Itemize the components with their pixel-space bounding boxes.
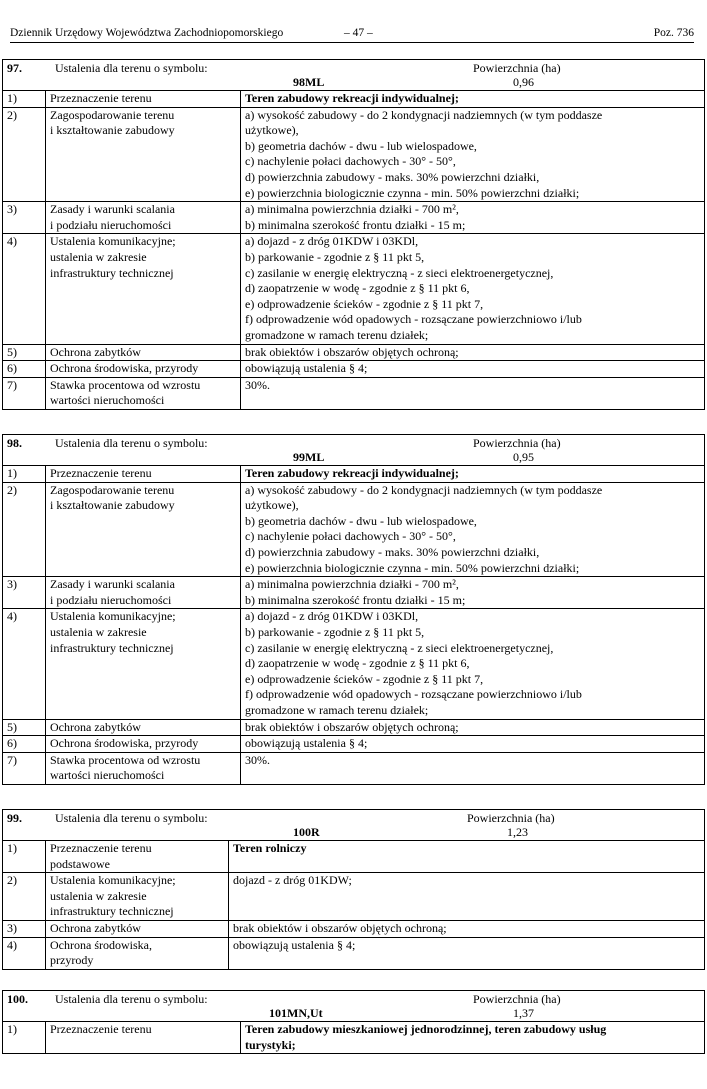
- row-number: 4): [3, 609, 46, 719]
- row-content: [241, 752, 705, 784]
- table-row: [3, 937, 705, 969]
- page-number: – 47 –: [344, 27, 373, 39]
- row-number: 3): [3, 577, 46, 609]
- row-title-line: Przeznaczenie terenu: [50, 1022, 152, 1036]
- section-4: [2, 990, 704, 1054]
- row-number: 4): [3, 234, 46, 344]
- section-number: 98.: [7, 436, 22, 450]
- row-title: [46, 361, 241, 378]
- row-content: [241, 482, 705, 577]
- row-number: 7): [3, 752, 46, 784]
- row-content: [241, 377, 705, 409]
- row-content: [241, 736, 705, 753]
- row-content-line: f) odprowadzenie wód opadowych - rozsączane powierzchniowo i/lub: [245, 687, 582, 702]
- row-title-line: wartości nieruchomości: [50, 768, 165, 783]
- area-value: 0,95: [513, 450, 534, 464]
- row-title-line: Ustalenia komunikacyjne;: [50, 609, 176, 624]
- row-content: [241, 344, 705, 361]
- row-number: 7): [3, 377, 46, 409]
- section-2: [2, 434, 704, 785]
- row-title-line: infrastruktury technicznej: [50, 265, 174, 280]
- row-content-line: e) powierzchnia biologicznie czynna - min. 50% powierzchni działki;: [245, 185, 580, 200]
- row-title-line: Zasady i warunki scalania: [50, 202, 175, 217]
- table-row: [3, 202, 705, 234]
- table-row: [3, 344, 705, 361]
- row-content: [241, 719, 705, 736]
- row-title-line: Ochrona zabytków: [50, 719, 141, 734]
- row-content-line: obowiązują ustalenia § 4;: [233, 937, 356, 952]
- section-table: [2, 434, 705, 785]
- section-table: [2, 990, 705, 1054]
- row-content-line: turystyki;: [245, 1037, 296, 1052]
- row-content-line: a) wysokość zabudowy - do 2 kondygnacji nadziemnych (w tym poddasze: [245, 107, 603, 122]
- table-row: [3, 482, 705, 577]
- position-number: Poz. 736: [653, 27, 694, 39]
- row-title-line: Ustalenia komunikacyjne;: [50, 873, 176, 888]
- row-content-line: b) minimalna szerokość frontu działki - 15 m;: [245, 592, 466, 607]
- table-row: [3, 719, 705, 736]
- row-content: [229, 841, 705, 873]
- row-title: [46, 873, 229, 921]
- row-content-line: a) dojazd - z dróg 01KDW i 03KDl,: [245, 609, 419, 624]
- area-label: Powierzchnia (ha): [473, 436, 561, 450]
- table-row: [3, 920, 705, 937]
- row-content-line: brak obiektów i obszarów objętych ochroną;: [233, 920, 447, 935]
- row-number: 6): [3, 736, 46, 753]
- row-content: [241, 234, 705, 344]
- row-number: 5): [3, 719, 46, 736]
- section-label: Ustalenia dla terenu o symbolu:: [55, 61, 208, 75]
- row-content-line: obowiązują ustalenia § 4;: [245, 736, 368, 751]
- row-content-line: e) powierzchnia biologicznie czynna - min. 50% powierzchni działki;: [245, 560, 580, 575]
- section-number: 97.: [7, 61, 22, 75]
- row-number: 1): [3, 466, 46, 483]
- section-table: [2, 809, 705, 970]
- row-title-line: przyrody: [50, 953, 94, 968]
- table-row: [3, 752, 705, 784]
- row-title-line: Ochrona środowiska, przyrody: [50, 361, 199, 376]
- row-title: [46, 937, 229, 969]
- row-number: 3): [3, 920, 46, 937]
- table-row: [3, 1022, 705, 1054]
- table-row: [3, 466, 705, 483]
- row-content-line: Teren rolniczy: [233, 841, 307, 855]
- row-content: [229, 937, 705, 969]
- row-content-line: a) minimalna powierzchnia działki - 700 m²,: [245, 202, 459, 217]
- row-content: [241, 609, 705, 719]
- row-title: [46, 1022, 241, 1054]
- row-number: 5): [3, 344, 46, 361]
- area-symbol: 99ML: [293, 450, 325, 464]
- row-title-line: wartości nieruchomości: [50, 393, 165, 408]
- section-header: [3, 60, 705, 91]
- row-content-line: c) zasilanie w energię elektryczną - z sieci elektroenergetycznej,: [245, 640, 554, 655]
- row-title-line: ustalenia w zakresie: [50, 624, 147, 639]
- row-content-line: d) powierzchnia zabudowy - maks. 30% powierzchni działki,: [245, 169, 540, 184]
- section-1: [2, 59, 704, 410]
- row-content-line: a) wysokość zabudowy - do 2 kondygnacji nadziemnych (w tym poddasze: [245, 482, 603, 497]
- row-content-line: Teren zabudowy mieszkaniowej jednorodzinnej, teren zabudowy usług: [245, 1022, 607, 1036]
- area-value: 1,37: [513, 1006, 534, 1020]
- row-title-line: Przeznaczenie terenu: [50, 91, 152, 105]
- row-title: [46, 466, 241, 483]
- row-title: [46, 91, 241, 108]
- table-row: [3, 107, 705, 202]
- row-number: 2): [3, 107, 46, 202]
- row-title-line: Zagospodarowanie terenu: [50, 482, 175, 497]
- area-value: 0,96: [513, 75, 534, 89]
- row-title-line: Stawka procentowa od wzrostu: [50, 377, 201, 392]
- row-content-line: d) zaopatrzenie w wodę - zgodnie z § 11 pkt 6,: [245, 281, 470, 296]
- row-content-line: brak obiektów i obszarów objętych ochroną;: [245, 719, 459, 734]
- row-content-line: dojazd - z dróg 01KDW;: [233, 873, 352, 888]
- row-content-line: a) minimalna powierzchnia działki - 700 m²,: [245, 577, 459, 592]
- row-title: [46, 609, 241, 719]
- row-title: [46, 920, 229, 937]
- row-content-line: b) geometria dachów - dwu - lub wielospadowe,: [245, 138, 477, 153]
- row-title-line: Ochrona zabytków: [50, 344, 141, 359]
- area-symbol: 98ML: [293, 75, 325, 89]
- row-title-line: Ochrona zabytków: [50, 920, 141, 935]
- table-row: [3, 873, 705, 921]
- table-row: [3, 841, 705, 873]
- row-number: 1): [3, 841, 46, 873]
- section-number: 99.: [7, 811, 22, 825]
- row-number: 1): [3, 91, 46, 108]
- section-header: [3, 991, 705, 1022]
- table-row: [3, 361, 705, 378]
- row-title-line: Zagospodarowanie terenu: [50, 107, 175, 122]
- row-title: [46, 482, 241, 577]
- row-title-line: ustalenia w zakresie: [50, 249, 147, 264]
- area-label: Powierzchnia (ha): [473, 992, 561, 1006]
- row-title: [46, 719, 241, 736]
- area-value: 1,23: [507, 825, 528, 839]
- row-content: [241, 1022, 705, 1054]
- row-content-line: c) zasilanie w energię elektryczną - z sieci elektroenergetycznej,: [245, 265, 554, 280]
- row-title-line: Stawka procentowa od wzrostu: [50, 752, 201, 767]
- row-title: [46, 577, 241, 609]
- row-content-line: b) parkowanie - zgodnie z § 11 pkt 5,: [245, 249, 425, 264]
- table-row: [3, 377, 705, 409]
- area-label: Powierzchnia (ha): [473, 61, 561, 75]
- row-content-line: e) odprowadzenie ścieków - zgodnie z § 11 pkt 7,: [245, 671, 484, 686]
- row-content-line: a) dojazd - z dróg 01KDW i 03KDl,: [245, 234, 419, 249]
- page-header: [10, 26, 694, 43]
- row-content-line: d) zaopatrzenie w wodę - zgodnie z § 11 pkt 6,: [245, 656, 470, 671]
- row-content-line: e) odprowadzenie ścieków - zgodnie z § 11 pkt 7,: [245, 296, 484, 311]
- row-title-line: infrastruktury technicznej: [50, 640, 174, 655]
- row-content: [241, 466, 705, 483]
- row-number: 1): [3, 1022, 46, 1054]
- row-content-line: Teren zabudowy rekreacji indywidualnej;: [245, 91, 459, 105]
- row-title: [46, 736, 241, 753]
- table-row: [3, 736, 705, 753]
- row-content: [241, 91, 705, 108]
- row-title-line: i podziału nieruchomości: [50, 592, 172, 607]
- row-content-line: c) nachylenie połaci dachowych - 30° - 50°,: [245, 154, 456, 169]
- row-title-line: infrastruktury technicznej: [50, 904, 174, 919]
- row-content-line: c) nachylenie połaci dachowych - 30° - 50°,: [245, 529, 456, 544]
- row-title: [46, 107, 241, 202]
- section-header: [3, 435, 705, 466]
- row-number: 2): [3, 873, 46, 921]
- row-title-line: Przeznaczenie terenu: [50, 466, 152, 480]
- row-content-line: użytkowe),: [245, 498, 299, 513]
- row-content: [241, 577, 705, 609]
- row-title: [46, 234, 241, 344]
- row-title-line: Ochrona środowiska,: [50, 937, 152, 952]
- row-content-line: d) powierzchnia zabudowy - maks. 30% powierzchni działki,: [245, 544, 540, 559]
- row-content-line: gromadzone w ramach terenu działek;: [245, 702, 429, 717]
- row-content: [229, 920, 705, 937]
- table-row: [3, 91, 705, 108]
- row-content-line: b) minimalna szerokość frontu działki - 15 m;: [245, 217, 466, 232]
- row-title: [46, 752, 241, 784]
- row-number: 2): [3, 482, 46, 577]
- row-content-line: brak obiektów i obszarów objętych ochroną;: [245, 344, 459, 359]
- row-title-line: ustalenia w zakresie: [50, 888, 147, 903]
- row-title: [46, 841, 229, 873]
- section-3: [2, 809, 704, 970]
- row-content-line: f) odprowadzenie wód opadowych - rozsączane powierzchniowo i/lub: [245, 312, 582, 327]
- row-content-line: gromadzone w ramach terenu działek;: [245, 327, 429, 342]
- row-content: [241, 361, 705, 378]
- row-title-line: Zasady i warunki scalania: [50, 577, 175, 592]
- area-symbol: 101MN,Ut: [269, 1006, 323, 1020]
- row-title-line: i kształtowanie zabudowy: [50, 123, 175, 138]
- row-title: [46, 344, 241, 361]
- section-label: Ustalenia dla terenu o symbolu:: [55, 992, 208, 1006]
- row-content: [229, 873, 705, 921]
- row-title-line: i podziału nieruchomości: [50, 217, 172, 232]
- row-content-line: b) parkowanie - zgodnie z § 11 pkt 5,: [245, 624, 425, 639]
- row-title-line: i kształtowanie zabudowy: [50, 498, 175, 513]
- row-title-line: podstawowe: [50, 856, 110, 871]
- section-number: 100.: [7, 992, 28, 1006]
- row-title-line: Ochrona środowiska, przyrody: [50, 736, 199, 751]
- row-number: 3): [3, 202, 46, 234]
- row-content: [241, 202, 705, 234]
- section-label: Ustalenia dla terenu o symbolu:: [55, 436, 208, 450]
- row-title: [46, 377, 241, 409]
- section-table: [2, 59, 705, 410]
- row-content-line: 30%.: [245, 752, 270, 767]
- table-row: [3, 234, 705, 344]
- row-content-line: obowiązują ustalenia § 4;: [245, 361, 368, 376]
- row-content: [241, 107, 705, 202]
- row-content-line: 30%.: [245, 377, 270, 392]
- area-symbol: 100R: [293, 825, 320, 839]
- section-header: [3, 810, 705, 841]
- row-number: 4): [3, 937, 46, 969]
- area-label: Powierzchnia (ha): [467, 811, 555, 825]
- row-content-line: b) geometria dachów - dwu - lub wielospadowe,: [245, 513, 477, 528]
- table-row: [3, 577, 705, 609]
- row-number: 6): [3, 361, 46, 378]
- row-title-line: Przeznaczenie terenu: [50, 841, 152, 855]
- journal-title: Dziennik Urzędowy Województwa Zachodniopomorskiego: [10, 27, 284, 39]
- row-content-line: użytkowe),: [245, 123, 299, 138]
- row-title-line: Ustalenia komunikacyjne;: [50, 234, 176, 249]
- row-content-line: Teren zabudowy rekreacji indywidualnej;: [245, 466, 459, 480]
- table-row: [3, 609, 705, 719]
- row-title: [46, 202, 241, 234]
- section-label: Ustalenia dla terenu o symbolu:: [55, 811, 208, 825]
